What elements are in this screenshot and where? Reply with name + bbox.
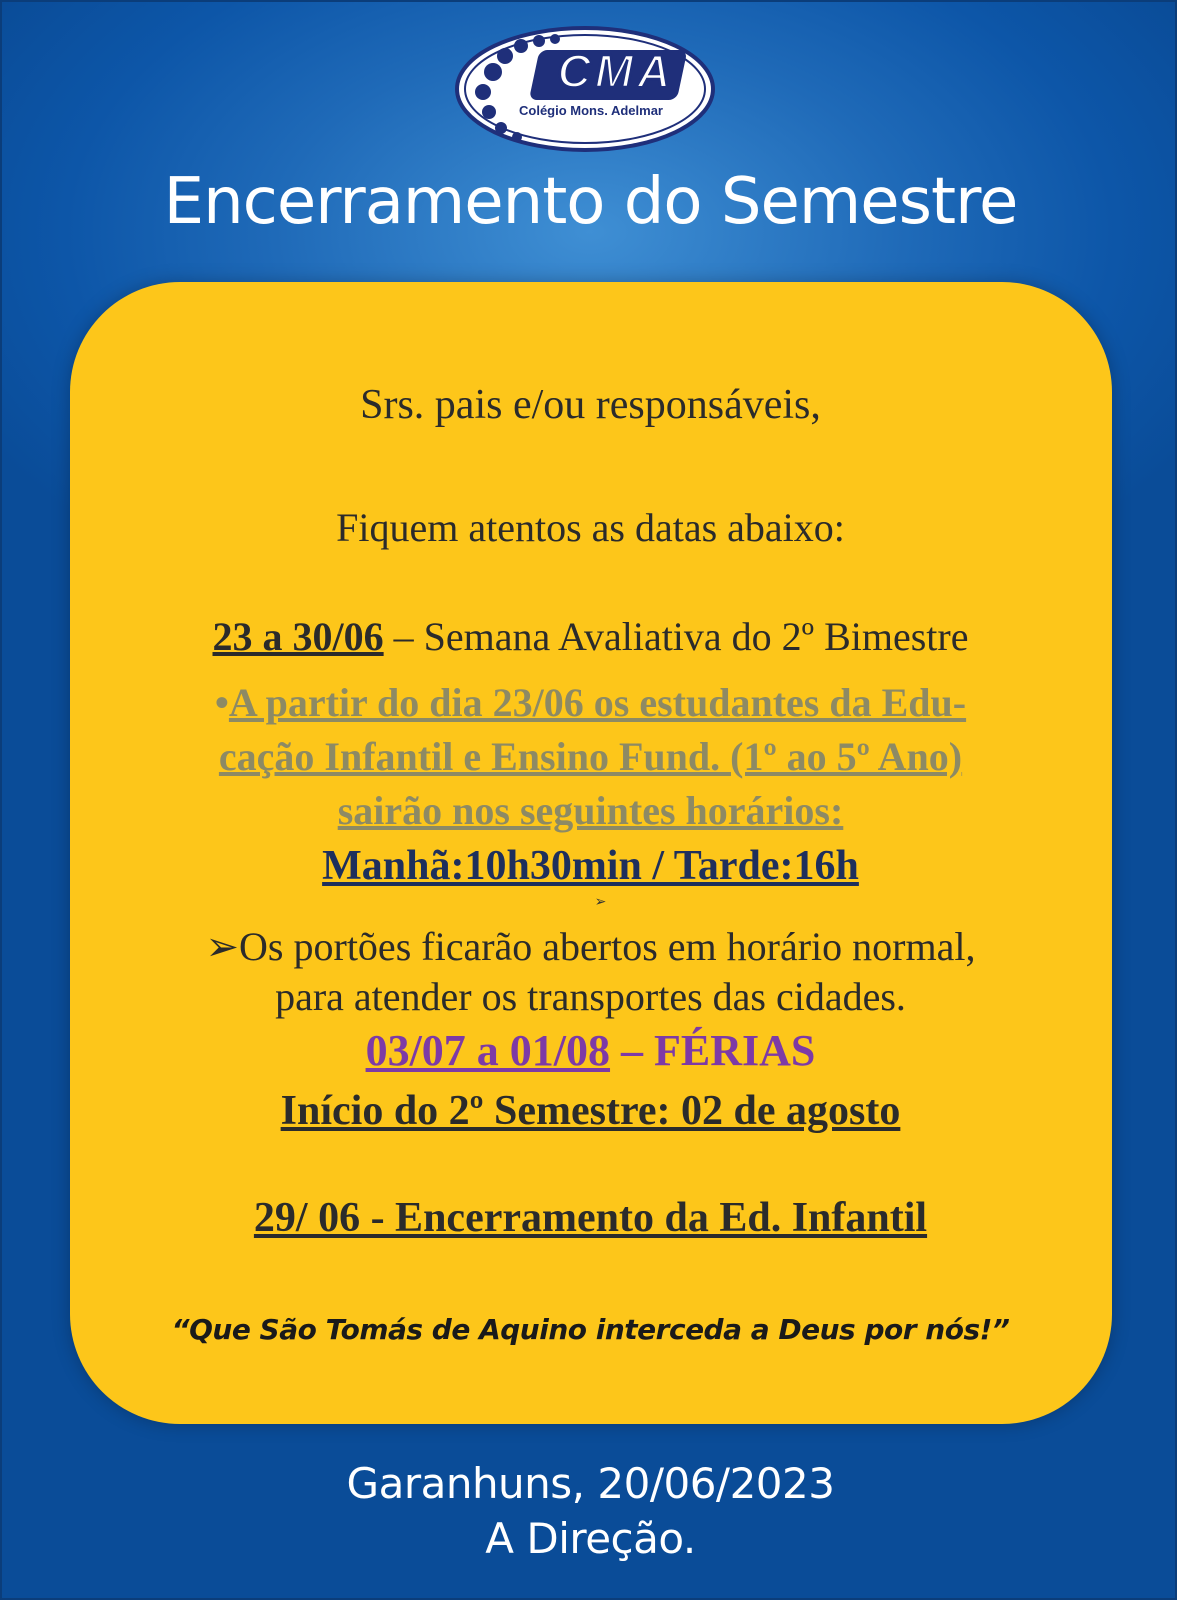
evaluation-week-line: [2, 613, 1177, 661]
dismissal-schedule: Manhã:10h30min / Tarde:16h: [322, 843, 859, 889]
early-dismissal-line-3: sairão nos seguintes horários:: [337, 788, 844, 833]
logo-brand-text: CMA: [557, 45, 675, 97]
vacation-line: [2, 1024, 1177, 1078]
vacation-label: – FÉRIAS: [610, 1026, 816, 1075]
school-logo: [453, 24, 717, 154]
evaluation-week-dates: 23 a 30/06: [212, 614, 384, 659]
gates-line-1: [2, 922, 1177, 972]
closing-event-line: 29/ 06 - Encerramento da Ed. Infantil: [253, 1195, 928, 1241]
early-dismissal-line-2: cação Infantil e Ensino Fund. (1º ao 5º Ano): [218, 734, 963, 779]
greeting-text: Srs. pais e/ou responsáveis,: [360, 382, 821, 428]
quote-text: “Que São Tomás de Aquino interceda a Deus por nós!”: [171, 1313, 1010, 1346]
vacation-dates: 03/07 a 01/08: [365, 1026, 611, 1075]
arrow-icon: ➢: [594, 895, 607, 910]
place-date: Garanhuns, 20/06/2023: [346, 1459, 835, 1508]
arrow-icon: ➢: [205, 924, 240, 969]
early-dismissal-line-1: [2, 676, 1177, 730]
bullet-icon: •: [214, 680, 229, 725]
page-title: Encerramento do Semestre: [163, 165, 1018, 239]
early-dismissal-text-1: A partir do dia 23/06 os estudantes da Edu-: [228, 680, 967, 725]
gates-text-1: Os portões ficarão abertos em horário normal,: [239, 924, 976, 969]
gates-line-2: para atender os transportes das cidades.: [275, 974, 906, 1019]
logo-subtitle: Colégio Mons. Adelmar: [519, 103, 663, 118]
attention-text: Fiquem atentos as datas abaixo:: [336, 505, 845, 550]
evaluation-week-description: – Semana Avaliativa do 2º Bimestre: [383, 614, 969, 659]
signature: A Direção.: [485, 1514, 696, 1563]
semester-start-line: Início do 2º Semestre: 02 de agosto: [280, 1088, 901, 1134]
